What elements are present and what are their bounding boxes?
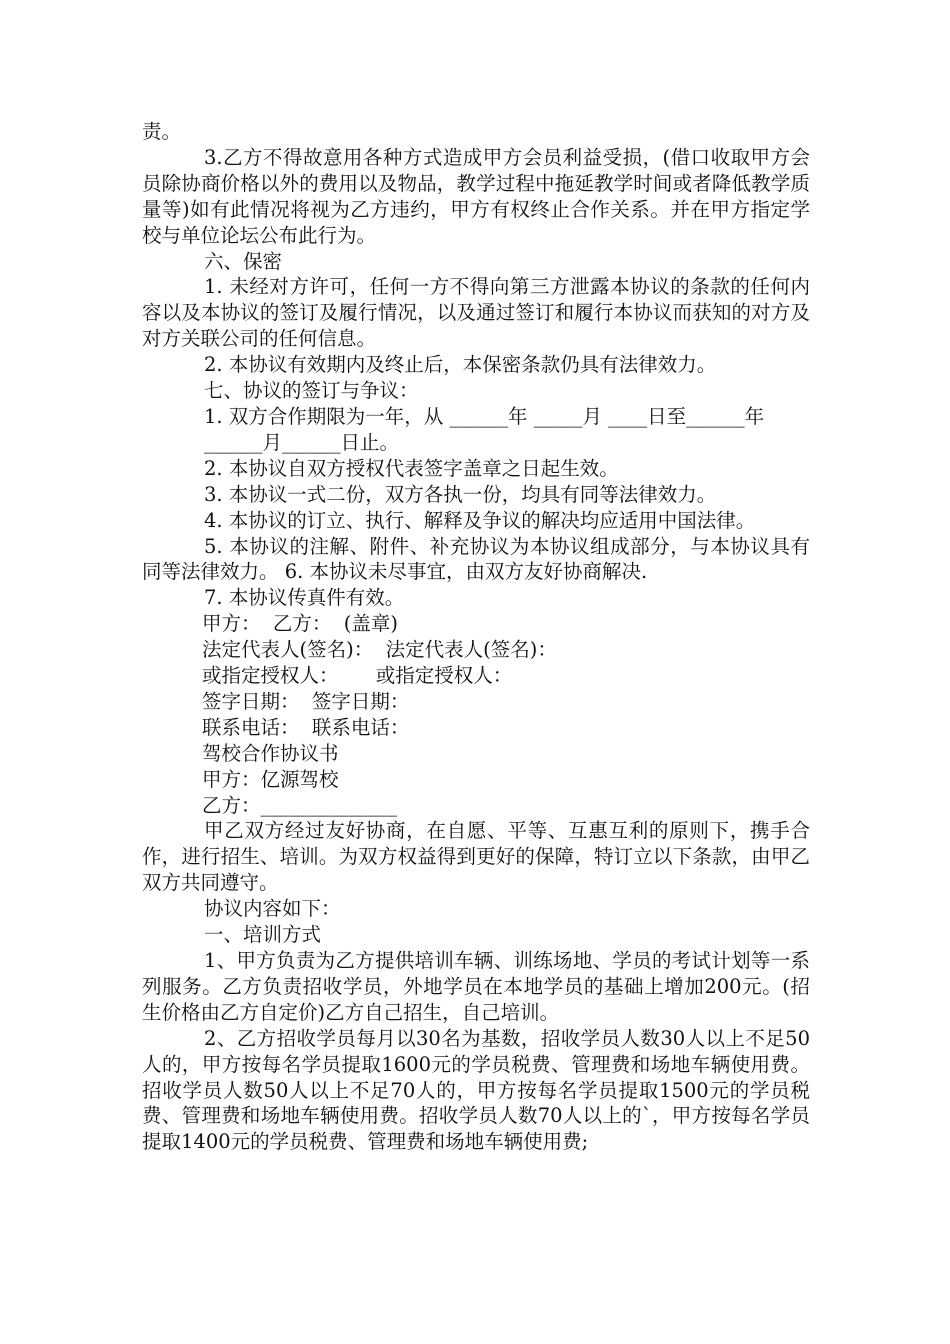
- paragraph: 联系电话： 联系电话：: [202, 715, 410, 739]
- paragraph: 甲乙双方经过友好协商，在自愿、平等、互惠互利的原则下，携手合作，进行招生、培训。为双方权益得到更好的保障，特订立以下条款，由甲乙双方共同遵守。: [142, 819, 810, 895]
- paragraph: 甲方： 乙方： (盖章): [202, 612, 399, 636]
- paragraph: 1. 双方合作期限为一年，从 ______年 _____月 ____日至______年: [204, 404, 765, 428]
- paragraph: 甲方：亿源驾校: [202, 767, 339, 791]
- paragraph: 2. 本协议自双方授权代表签字盖章之日起生效。: [204, 456, 619, 480]
- paragraph: 5. 本协议的注解、附件、补充协议为本协议组成部分，与本协议具有同等法律效力。 6. 本协议未尽事宜，由双方友好协商解决.: [142, 534, 810, 584]
- paragraph: 一、培训方式: [204, 923, 322, 947]
- paragraph: 七、协议的签订与争议：: [204, 379, 419, 403]
- paragraph: 责。: [142, 120, 182, 143]
- paragraph: 1、甲方负责为乙方提供培训车辆、训练场地、学员的考试计划等一系列服务。乙方负责招收学员，外地学员在本地学员的基础上增加200元。(招生价格由乙方自定价)乙方自己招生，自己培训。: [142, 949, 810, 1024]
- paragraph: 签字日期： 签字日期：: [202, 689, 410, 713]
- paragraph: 4. 本协议的订立、执行、解释及争议的解决均应适用中国法律。: [204, 508, 756, 532]
- paragraph: 驾校合作协议书: [202, 741, 339, 765]
- paragraph: 1. 未经对方许可，任何一方不得向第三方泄露本协议的条款的任何内容以及本协议的签订及履行情况，以及通过签订和履行本协议而获知的对方及对方关联公司的任何信息。: [142, 275, 810, 351]
- paragraph: 法定代表人(签名)： 法定代表人(签名)：: [202, 638, 557, 662]
- paragraph: ______月______日止。: [204, 430, 400, 454]
- paragraph: 或指定授权人： 或指定授权人：: [202, 664, 513, 688]
- paragraph: 3.乙方不得故意用各种方式造成甲方会员利益受损，(借口收取甲方会员除协商价格以外的费用以及物品，教学过程中拖延教学时间或者降低教学质量等)如有此情况将视为乙方违约，甲方有权终止合作关系。并在甲方指定学校与单位论坛公布此行为。: [142, 145, 810, 247]
- paragraph: 3. 本协议一式二份，双方各执一份，均具有同等法律效力。: [204, 482, 717, 506]
- document-body: [142, 119, 810, 1155]
- paragraph: 2. 本协议有效期内及终止后，本保密条款仍具有法律效力。: [204, 353, 717, 377]
- paragraph: 7. 本协议传真件有效。: [204, 586, 405, 610]
- paragraph: 2、乙方招收学员每月以30名为基数，招收学员人数30人以上不足50人的，甲方按每名学员提取1600元的学员税费、管理费和场地车辆使用费。招收学员人数50人以上不足70人的，甲方按每名学员提取1500元的学员税费、管理费和场地车辆使用费。招收学员人数70人以上的`，甲方按每名学员提取1400元的学员税费、管理费和场地车辆使用费;: [142, 1026, 810, 1154]
- paragraph: 六、保密: [204, 249, 283, 273]
- paragraph: 协议内容如下：: [204, 897, 341, 921]
- paragraph: 乙方：______________: [202, 793, 398, 817]
